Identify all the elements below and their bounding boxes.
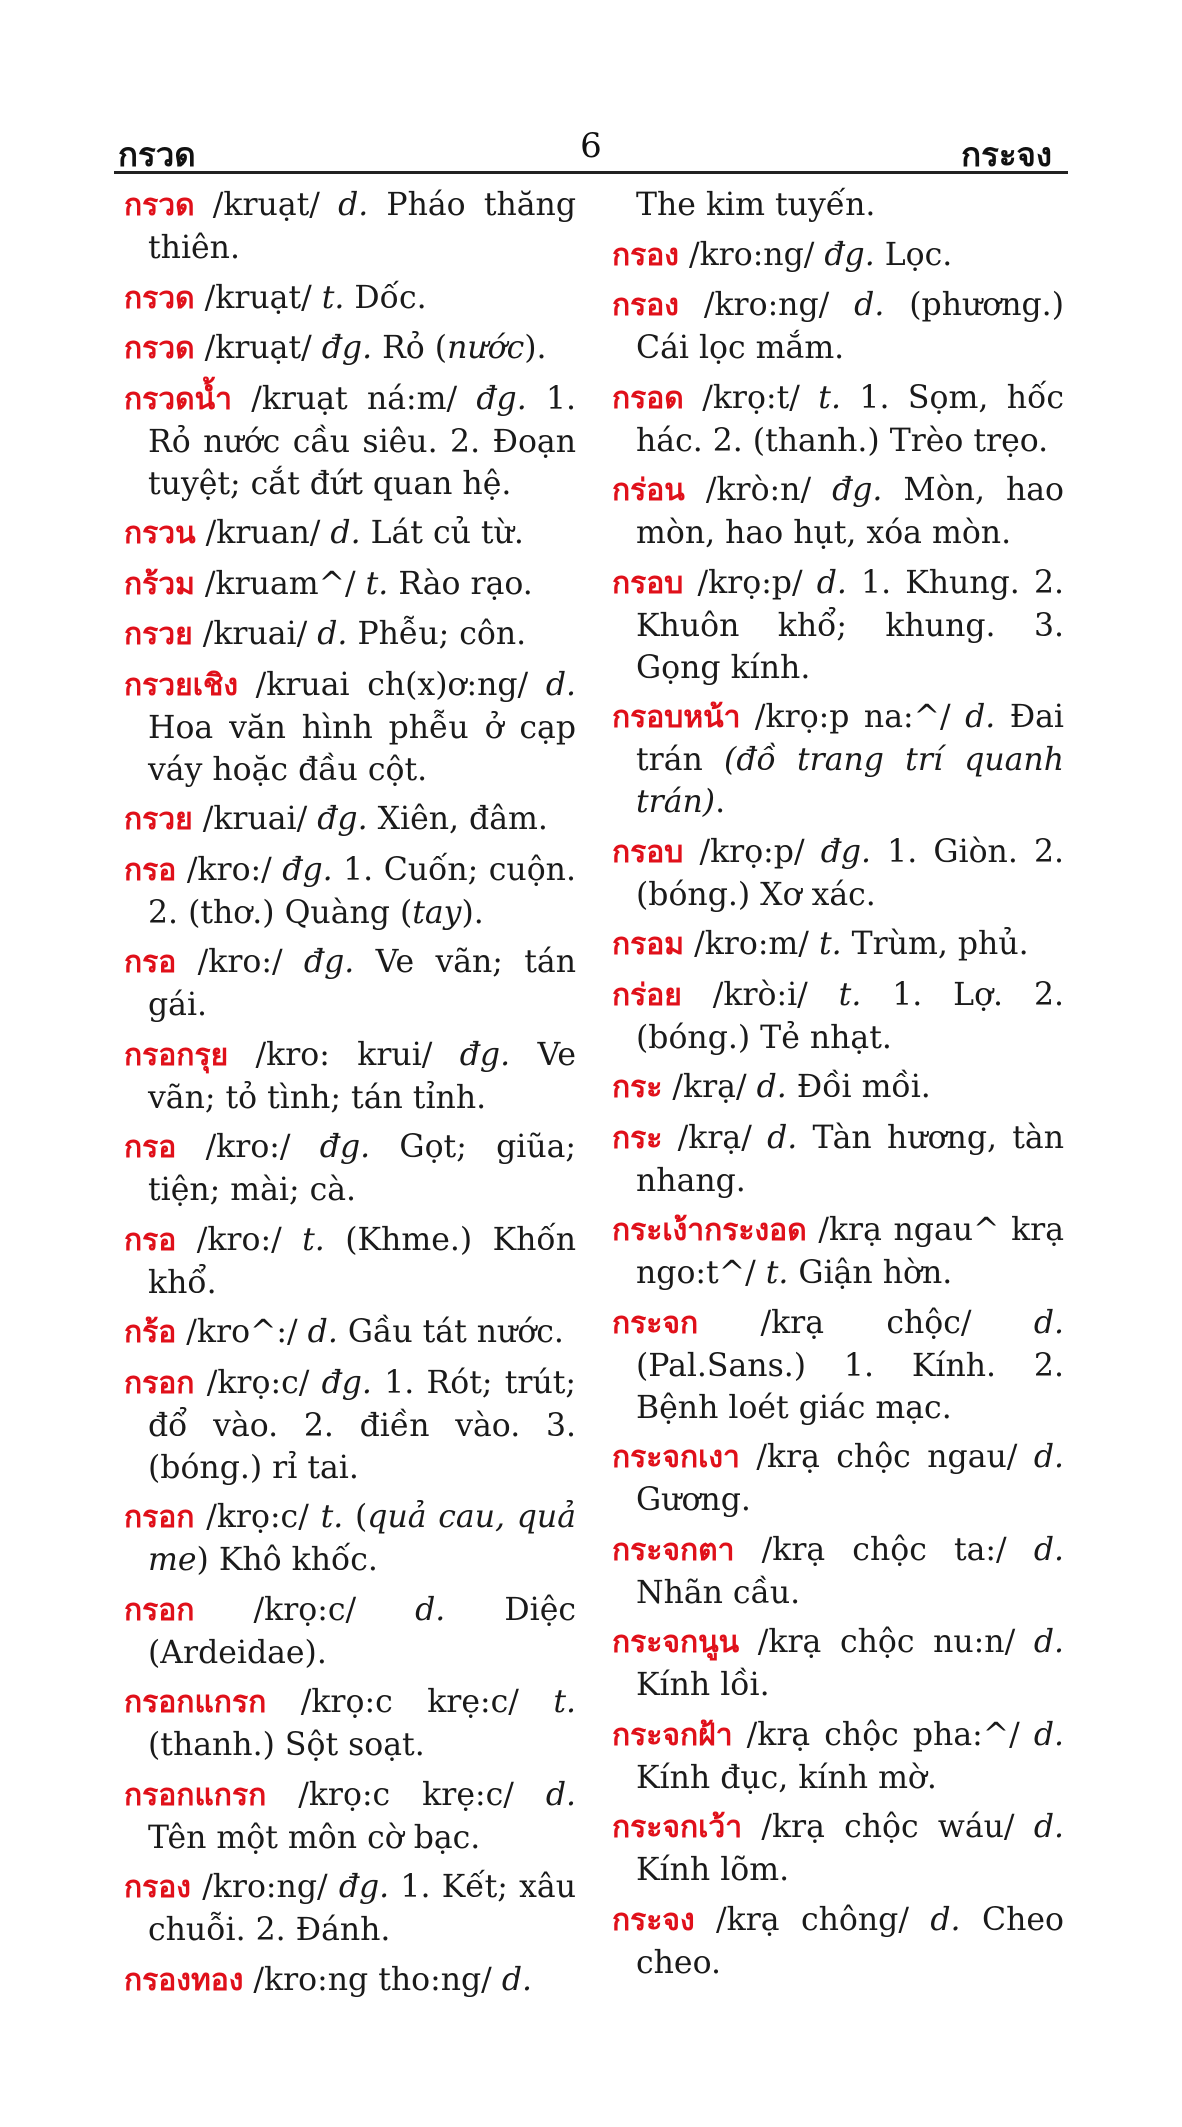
dictionary-entry <box>124 1589 576 1674</box>
definition: Kính lồi. <box>636 1667 770 1703</box>
pronunciation: /kruạt ná:m/ <box>231 380 477 417</box>
dictionary-entry <box>124 563 576 606</box>
definition: Lát củ từ. <box>360 515 524 551</box>
definition-italic: (đồ trang trí quanh trán) <box>636 742 1065 820</box>
headword: กรองทอง <box>124 1962 244 1998</box>
headword: กรอบ <box>612 565 684 601</box>
headword: กร้อ <box>124 1315 177 1350</box>
dictionary-entry <box>124 327 576 370</box>
continued-definition: The kim tuyến. <box>636 187 876 223</box>
definition: 1. Lợ. 2. (bóng.) Tẻ nhạt. <box>636 976 1064 1056</box>
headword: กรวดน้ำ <box>124 381 232 417</box>
headword: กรวย <box>124 617 193 652</box>
headword: กระจกเงา <box>612 1440 740 1475</box>
headword: กรอก <box>124 1592 195 1628</box>
part-of-speech: t. <box>765 1255 789 1291</box>
headword: กรวน <box>124 516 196 551</box>
headword: กระเง้ากระงอด <box>612 1213 807 1248</box>
part-of-speech: d. <box>767 1119 798 1156</box>
dictionary-entry <box>124 1126 576 1211</box>
definition: 1. Khung. 2. Khuôn khổ; khung. 3. Gọng kính. <box>636 564 1064 686</box>
pronunciation: /kruam^/ <box>194 565 366 602</box>
definition: Trùm, phủ. <box>841 926 1029 962</box>
pronunciation: /kro:/ <box>176 851 283 888</box>
pronunciation: /kro:/ <box>176 1129 320 1165</box>
page-header <box>118 124 1064 172</box>
definition: Giận hờn. <box>788 1255 953 1291</box>
headword: กรอด <box>612 380 684 416</box>
headword: กรอกแกรก <box>124 1685 267 1720</box>
headword: กรอ <box>124 1222 177 1258</box>
definition: 1. Cuốn; cuộn. 2. (thơ.) Quàng ( <box>148 851 576 931</box>
definition: Đồi mồi. <box>786 1069 931 1105</box>
part-of-speech: t. <box>553 1684 576 1720</box>
pronunciation: /krọ:p/ <box>683 564 817 601</box>
part-of-speech: d. <box>930 1901 961 1938</box>
headword: กรอ <box>124 945 177 980</box>
headword: กระจกฝ้า <box>612 1717 733 1753</box>
part-of-speech: d. <box>1033 1809 1064 1845</box>
definition-tail: ). <box>524 330 547 366</box>
part-of-speech: đg. <box>824 236 875 273</box>
definition: Ve vãn; tỏ tình; tán tỉnh. <box>148 1036 576 1116</box>
definition-tail: ) Khô khốc. <box>196 1542 378 1578</box>
pronunciation: /krạ chộc ta:/ <box>734 1531 1034 1568</box>
part-of-speech: đg. <box>820 833 872 870</box>
definition: Rào rạo. <box>388 565 533 602</box>
definition: 1. Giòn. 2. (bóng.) Xơ xác. <box>636 833 1065 913</box>
pronunciation: /krạ chộc nu:n/ <box>739 1624 1034 1660</box>
header-first-word: กรวด <box>118 135 196 174</box>
definition: Nhãn cầu. <box>636 1574 801 1611</box>
dictionary-entry <box>124 1034 576 1119</box>
definition: Rỏ ( <box>372 330 448 366</box>
definition: Ve vãn; tán gái. <box>148 944 576 1023</box>
part-of-speech: d. <box>338 187 369 223</box>
definition: Lọc. <box>874 236 953 273</box>
part-of-speech: đg. <box>338 1869 390 1905</box>
part-of-speech: d. <box>545 1776 576 1813</box>
headword: กรอ <box>124 852 177 888</box>
headword: กรอก <box>124 1500 195 1535</box>
pronunciation: /krạ chộc/ <box>698 1304 1034 1341</box>
definition: 1. Kết; xâu chuỗi. 2. Đánh. <box>148 1869 576 1948</box>
headword: กรอก <box>124 1365 195 1401</box>
definition: 1. Rót; trút; đổ vào. 2. điền vào. 3. (bóng.) rỉ tai. <box>148 1364 576 1486</box>
dictionary-entry <box>612 377 1064 462</box>
headword: กระจง <box>612 1902 695 1938</box>
header-rule <box>114 171 1068 174</box>
definition: (phương.) Cái lọc mắm. <box>636 287 1064 366</box>
left-column <box>124 184 576 2009</box>
headword: กรวด <box>124 331 195 366</box>
pronunciation: /kro:ng tho:ng/ <box>243 1961 502 1998</box>
headword: กระ <box>612 1070 663 1105</box>
pronunciation: /kruạt/ <box>194 279 322 316</box>
dictionary-entry <box>612 1621 1064 1706</box>
dictionary-entry <box>124 1362 576 1489</box>
pronunciation: /krọ:c/ <box>194 1591 416 1628</box>
headword: กระ <box>612 1120 663 1156</box>
dictionary-entry <box>612 1302 1064 1429</box>
pronunciation: /krọ:p na:^/ <box>740 699 966 735</box>
definition: (thanh.) Sột soạt. <box>148 1727 425 1763</box>
definition: Xiên, đâm. <box>367 801 548 837</box>
pronunciation: /kruai/ <box>192 616 318 652</box>
dictionary-entry <box>124 664 576 791</box>
part-of-speech: d. <box>1033 1439 1064 1475</box>
dictionary-entry <box>124 613 576 656</box>
definition: (Pal.Sans.) 1. Kính. 2. Bệnh loét giác mạc. <box>636 1347 1064 1426</box>
part-of-speech: đg. <box>832 472 883 508</box>
part-of-speech: t. <box>302 1221 325 1258</box>
definition: Phễu; côn. <box>347 616 527 652</box>
definition: Kính lõm. <box>636 1852 790 1888</box>
pronunciation: /krọ:p/ <box>683 833 821 870</box>
headword: กรวยเชิง <box>124 667 238 703</box>
dictionary-entry <box>124 849 576 934</box>
headword: กรอบหน้า <box>612 700 741 735</box>
definition-tail: ). <box>461 894 484 931</box>
dictionary-entry <box>612 1529 1064 1614</box>
part-of-speech: t. <box>838 976 862 1013</box>
header-last-word: กระจง <box>961 135 1052 174</box>
pronunciation: /kruai/ <box>192 801 318 837</box>
dictionary-entry <box>612 234 1064 277</box>
part-of-speech: d. <box>317 616 348 652</box>
dictionary-entry <box>612 1806 1064 1891</box>
dictionary-entry <box>612 284 1064 369</box>
pronunciation: /krọ:t/ <box>683 379 819 416</box>
dictionary-entry <box>124 1681 576 1766</box>
part-of-speech: đg. <box>321 1364 372 1401</box>
pronunciation: /krò:n/ <box>684 472 833 508</box>
dictionary-entry <box>124 512 576 555</box>
part-of-speech: t. <box>818 379 841 416</box>
part-of-speech: t. <box>320 1499 344 1535</box>
part-of-speech: d. <box>965 699 996 735</box>
dictionary-entry <box>612 562 1064 689</box>
headword: กร่อน <box>612 473 685 508</box>
definition: (Khme.) Khốn khổ. <box>148 1221 576 1301</box>
definition: Tàn hương, tàn nhang. <box>636 1119 1064 1199</box>
headword: กระจกนูน <box>612 1625 740 1660</box>
pronunciation: /kro:/ <box>176 944 304 980</box>
dictionary-entry <box>124 1219 576 1304</box>
pronunciation: /krạ chộc ngau/ <box>739 1439 1034 1475</box>
part-of-speech: d. <box>854 287 885 323</box>
pronunciation: /krạ chộc wáu/ <box>742 1809 1034 1845</box>
pronunciation: /kruạt/ <box>194 330 322 366</box>
pronunciation: /kro:ng/ <box>190 1869 339 1905</box>
dictionary-entry <box>612 974 1064 1059</box>
part-of-speech: t. <box>321 279 345 316</box>
headword: กรอ <box>124 1130 177 1165</box>
dictionary-entry <box>124 378 576 505</box>
definition: Mòn, hao mòn, hao hụt, xóa mòn. <box>636 472 1064 551</box>
pronunciation: /kruai ch(x)ơ:ng/ <box>237 666 546 703</box>
part-of-speech: d. <box>307 1314 338 1350</box>
pronunciation: /krọ:c/ <box>194 1364 322 1401</box>
pronunciation: /krạ chộc pha:^/ <box>732 1716 1034 1753</box>
dictionary-entry <box>124 1311 576 1354</box>
part-of-speech: đg. <box>459 1036 511 1073</box>
headword: กร่อย <box>612 977 682 1013</box>
part-of-speech: đg. <box>321 330 373 366</box>
headword: กรอง <box>612 288 679 323</box>
pronunciation: /kro:m/ <box>684 926 819 962</box>
pronunciation: /kro:ng/ <box>678 236 825 273</box>
part-of-speech: d. <box>330 515 361 551</box>
pronunciation: /kro:/ <box>176 1221 303 1258</box>
headword: กระจกเว้า <box>612 1810 743 1845</box>
part-of-speech: d. <box>415 1591 446 1628</box>
dictionary-entry <box>612 696 1064 823</box>
part-of-speech: d. <box>501 1961 532 1998</box>
definition: Gọt; giũa; tiện; mài; cà. <box>148 1129 576 1208</box>
headword: กรวย <box>124 802 193 837</box>
part-of-speech: d. <box>1033 1304 1064 1341</box>
dictionary-entry <box>124 277 576 320</box>
definition: Kính đục, kính mờ. <box>636 1759 937 1796</box>
definition: 1. Rỏ nước cầu siêu. 2. Đoạn tuyệt; cắt đứt quan hệ. <box>148 380 577 502</box>
headword: กรอบ <box>612 834 684 870</box>
dictionary-entry <box>124 184 576 269</box>
page-number: 6 <box>580 126 602 166</box>
definition-italic: tay <box>412 894 462 931</box>
headword: กรอกแกรก <box>124 1777 267 1813</box>
part-of-speech: t. <box>365 565 389 602</box>
headword: กรอง <box>612 237 679 273</box>
headword: กระจกตา <box>612 1532 735 1568</box>
definition: 1. Sọm, hốc hác. 2. (thanh.) Trèo trẹo. <box>636 379 1064 459</box>
headword: กรอง <box>124 1870 191 1905</box>
definition: ( <box>343 1499 368 1535</box>
dictionary-entry <box>612 1436 1064 1521</box>
headword: กรวด <box>124 280 195 316</box>
dictionary-entry <box>612 831 1064 916</box>
definition: Tên một môn cờ bạc. <box>148 1819 481 1856</box>
right-column <box>612 184 1064 1991</box>
pronunciation: /krạ/ <box>662 1069 757 1105</box>
part-of-speech: đg. <box>303 944 355 980</box>
dictionary-entry <box>124 1959 576 2002</box>
part-of-speech: d. <box>1033 1716 1064 1753</box>
pronunciation: /kro^:/ <box>176 1314 308 1350</box>
pronunciation: /kruan/ <box>195 515 331 551</box>
headword: กรวด <box>124 188 195 223</box>
dictionary-entry <box>612 1066 1064 1109</box>
part-of-speech: đg. <box>317 801 368 837</box>
dictionary-entry <box>612 1714 1064 1799</box>
pronunciation: /krọ:c/ <box>194 1499 321 1535</box>
definition: Cheo cheo. <box>636 1901 1064 1981</box>
definition: Dốc. <box>344 279 427 316</box>
dictionary-entry <box>124 1866 576 1951</box>
dictionary-entry <box>612 1899 1064 1984</box>
part-of-speech: d. <box>1033 1531 1064 1568</box>
part-of-speech: đg. <box>319 1129 371 1165</box>
dictionary-entry <box>124 1774 576 1859</box>
headword: กรอม <box>612 927 685 962</box>
dictionary-entry <box>612 1117 1064 1202</box>
dictionary-entry <box>124 798 576 841</box>
definition-italic: nước <box>447 330 525 366</box>
pronunciation: /kro: krui/ <box>228 1036 460 1073</box>
dictionary-entry <box>612 469 1064 554</box>
part-of-speech: t. <box>818 926 842 962</box>
part-of-speech: d. <box>816 564 847 601</box>
part-of-speech: đg. <box>476 380 527 417</box>
headword: กร้วม <box>124 566 195 602</box>
definition: Hoa văn hình phễu ở cạp váy hoặc đầu cột. <box>148 709 576 788</box>
definition: Pháo thăng thiên. <box>148 187 577 266</box>
pronunciation: /krạ/ <box>662 1119 768 1156</box>
definition: Gương. <box>636 1482 751 1518</box>
headword: กระจก <box>612 1305 699 1341</box>
pronunciation: /kruạt/ <box>194 187 339 223</box>
pronunciation: /krọ:c krẹ:c/ <box>266 1684 554 1720</box>
part-of-speech: d. <box>756 1069 787 1105</box>
definition: Gầu tát nước. <box>337 1314 564 1350</box>
dictionary-entry <box>612 1209 1064 1294</box>
part-of-speech: đg. <box>282 851 333 888</box>
dictionary-entry <box>124 941 576 1026</box>
pronunciation: /krạ chông/ <box>694 1901 931 1938</box>
definition-tail: . <box>715 784 726 820</box>
part-of-speech: d. <box>1033 1624 1064 1660</box>
part-of-speech: d. <box>545 666 576 703</box>
pronunciation: /krọ:c krẹ:c/ <box>266 1776 546 1813</box>
headword: กรอกรุย <box>124 1037 229 1073</box>
dictionary-entry <box>612 923 1064 966</box>
definition-italic: quả cau, quả me <box>148 1499 576 1578</box>
definition: Đai trán <box>636 699 1064 778</box>
pronunciation: /kro:ng/ <box>678 287 855 323</box>
pronunciation: /krạ ngau^ krạ ngo:t^/ <box>636 1212 1064 1291</box>
definition: Diệc (Ardeidae). <box>148 1591 576 1671</box>
dictionary-entry <box>124 1496 576 1581</box>
pronunciation: /krò:i/ <box>681 976 839 1013</box>
